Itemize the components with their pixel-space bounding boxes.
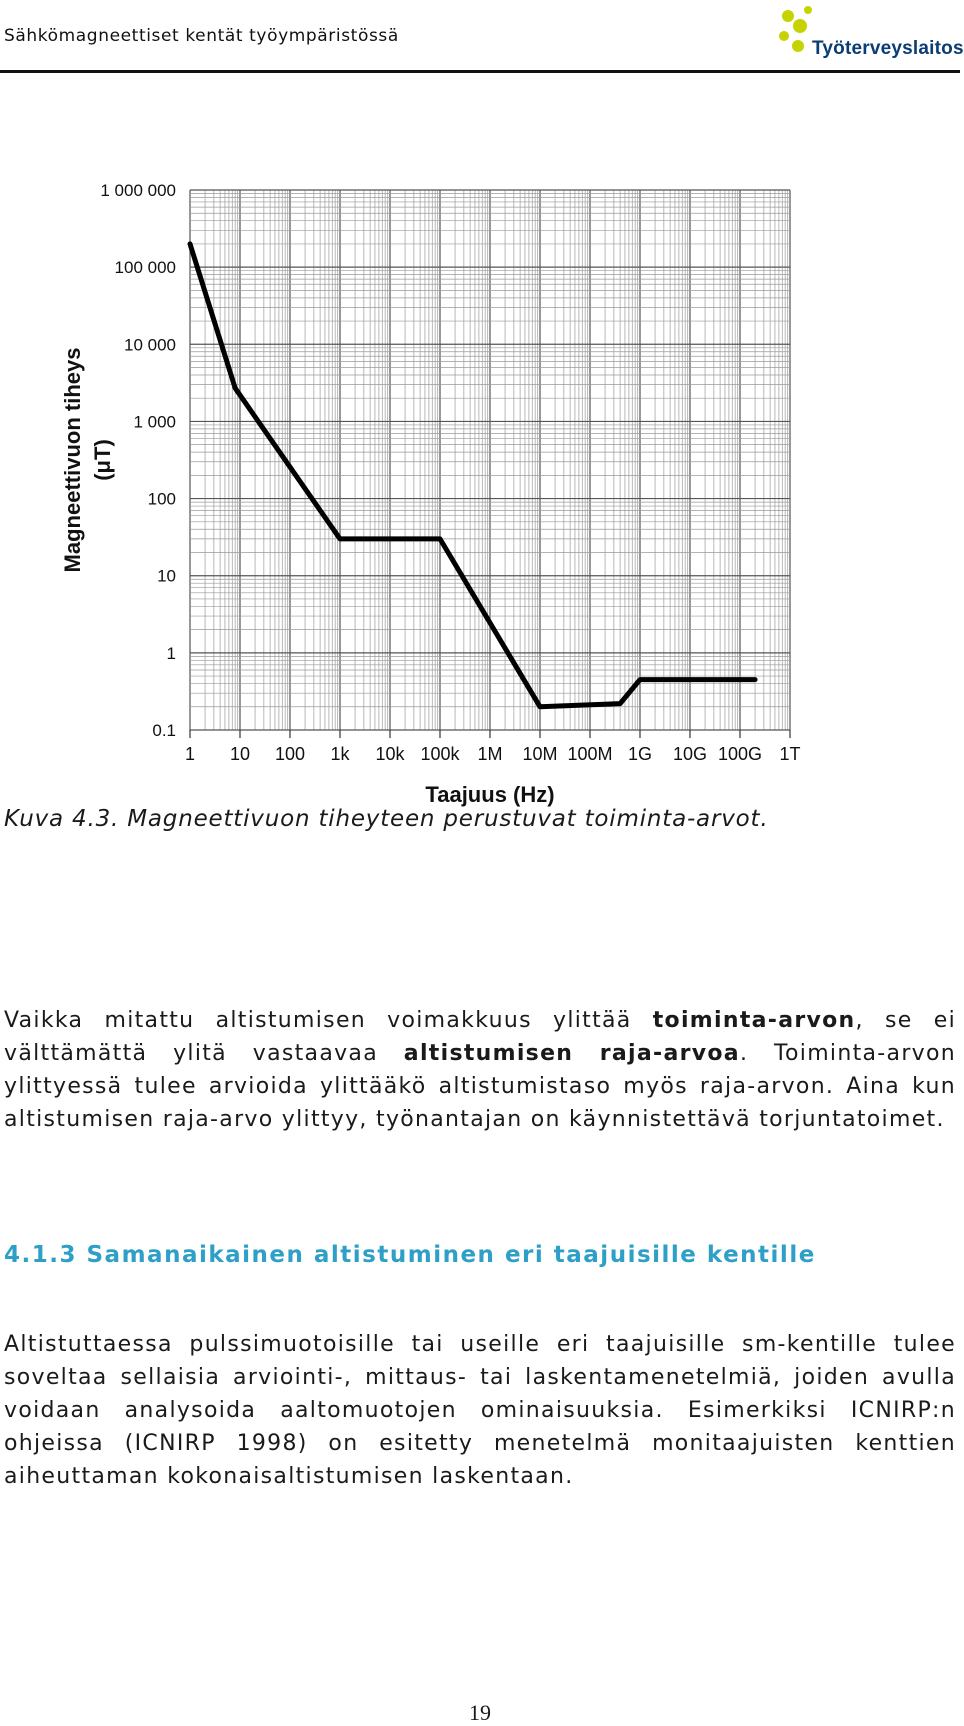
body-paragraph-1 xyxy=(4,1004,956,1136)
x-tick-label: 100G xyxy=(717,744,763,764)
y-tick-label: 1 000 xyxy=(133,412,176,432)
x-tick-label: 1G xyxy=(627,744,653,764)
logo-dot xyxy=(793,19,807,33)
x-tick-label: 1 xyxy=(184,744,196,764)
x-tick-label: 100M xyxy=(567,744,613,764)
x-tick-label: 10G xyxy=(672,744,708,764)
section-heading: 4.1.3 Samanaikainen altistuminen eri taajuisille kentille xyxy=(4,1242,816,1268)
header-divider xyxy=(0,70,960,73)
y-tick-label: 100 000 xyxy=(114,258,176,278)
x-tick-label: 100 xyxy=(274,744,306,764)
logo-dot xyxy=(792,40,804,52)
logo-wordmark: Työterveyslaitos xyxy=(812,38,964,59)
y-axis-unit: (μT) xyxy=(90,439,115,481)
paragraph-text: , se ei välttämättä ylitä vastaavaa xyxy=(4,1008,956,1066)
document-running-title: Sähkömagneettiset kentät työympäristössä xyxy=(4,26,399,46)
logo-dot xyxy=(779,31,789,41)
paragraph-bold-term: altistumisen raja-arvoa xyxy=(403,1041,740,1066)
x-tick-label: 1M xyxy=(477,744,503,764)
y-tick-label: 1 000 000 xyxy=(100,181,176,200)
y-tick-label: 100 xyxy=(147,489,176,509)
x-tick-label: 10M xyxy=(522,744,558,764)
y-tick-label: 0.1 xyxy=(152,721,176,740)
y-axis-label: Magneettivuon tiheys xyxy=(60,347,85,573)
logo-dot xyxy=(804,6,812,14)
y-tick-label: 1 xyxy=(166,643,176,663)
logo-dot xyxy=(782,10,794,22)
x-tick-label: 100k xyxy=(420,744,460,764)
x-tick-label: 10 xyxy=(229,744,251,764)
figure-caption: Kuva 4.3. Magneettivuon tiheyteen perustuvat toiminta-arvot. xyxy=(4,806,769,832)
paragraph-bold-term: toiminta-arvon xyxy=(652,1008,856,1033)
x-tick-label: 1T xyxy=(779,744,801,764)
x-tick-label: 1k xyxy=(330,744,350,764)
y-tick-label: 10 000 xyxy=(124,335,176,355)
page-number: 19 xyxy=(469,1700,491,1725)
figure-chart xyxy=(40,110,860,807)
paragraph-text: . Toiminta-arvon ylittyessä tulee arvioida ylittääkö altistumistaso myös raja-arvon. Aina kun altistumisen raja-arvo ylittyy, työnantajan on käynnistettävä torjuntatoimet. xyxy=(4,1041,956,1132)
body-paragraph-2: Altistuttaessa pulssimuotoisille tai useille eri taajuisille sm-kentille tulee soveltaa sellaisia arviointi-, mittaus- tai laskentamenetelmiä, joiden avulla voidaan analysoida aaltomuotojen ominaisuuksia. Esimerkiksi ICNIRP:n ohjeissa (ICNIRP 1998) on esitetty menetelmä monitaajuisten kenttien aiheuttaman kokonaisaltistumisen laskentaan. xyxy=(4,1332,956,1489)
x-axis-label: Taajuus (Hz) xyxy=(425,782,555,807)
paragraph-text: Vaikka mitattu altistumisen voimakkuus ylittää xyxy=(4,1008,653,1033)
y-tick-label: 10 xyxy=(157,566,176,586)
magnetic-flux-density-chart xyxy=(40,110,860,807)
x-tick-label: 10k xyxy=(375,744,405,764)
